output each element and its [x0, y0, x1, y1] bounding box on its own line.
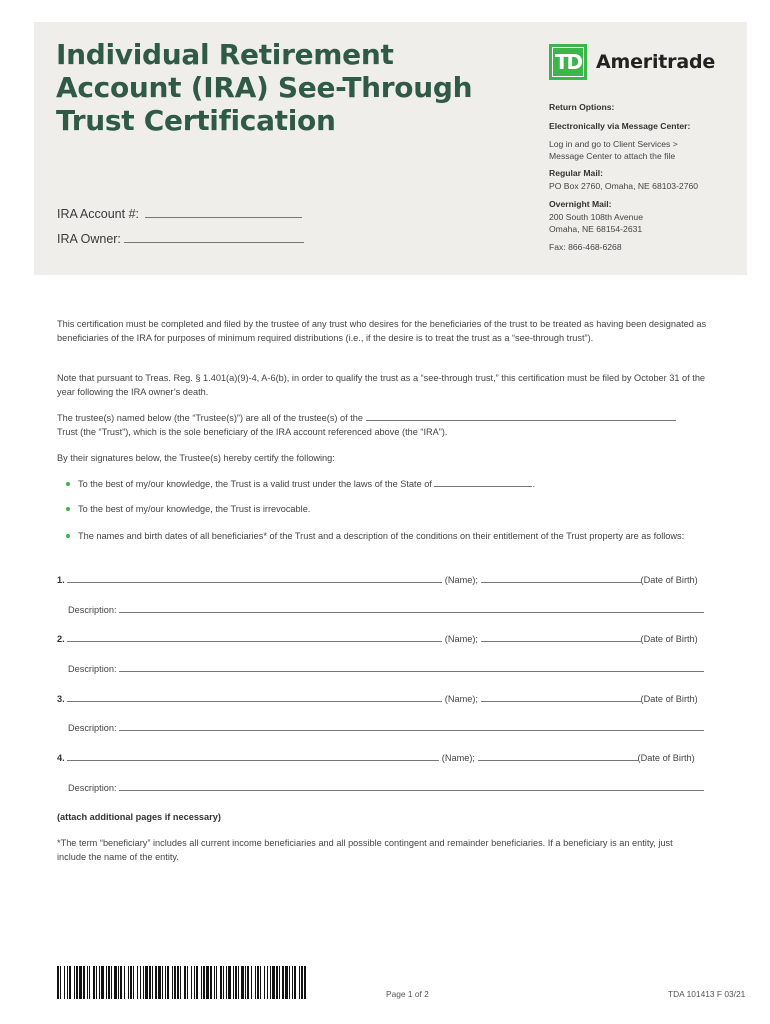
regular-mail-heading: Regular Mail:: [549, 168, 603, 178]
beneficiary-dob-input[interactable]: [478, 751, 638, 761]
bullet-dot: [66, 534, 70, 538]
beneficiary-dob-input[interactable]: [481, 573, 641, 583]
trust-name-input[interactable]: [366, 411, 676, 421]
name-label: (Name);: [444, 694, 478, 704]
description-label: Description:: [68, 605, 117, 615]
bullet-dot: [66, 482, 70, 486]
trustees-text: The trustee(s) named below (the “Trustee(s)”) are all of the trustee(s) of the: [57, 413, 364, 423]
page-title: [56, 38, 476, 137]
ira-account-field: [57, 206, 302, 221]
td-ameritrade-logo: [549, 44, 715, 80]
beneficiary-row-2: [57, 632, 717, 645]
note-paragraph: Note that pursuant to Treas. Reg. § 1.401(a)(9)-4, A-6(b), in order to qualify the trust as a “see-through trust,” this certification must be filed by October 31 of the year following the IRA owner’s death.: [57, 373, 706, 397]
bullet-valid-trust: To the best of my/our knowledge, the Trust is a valid trust under the laws of the State of .: [66, 477, 733, 491]
certify-intro: By their signatures below, the Trustee(s) hereby certify the following:: [57, 453, 335, 463]
row-number: 4.: [57, 753, 65, 763]
row-number: 3.: [57, 694, 65, 704]
description-input[interactable]: [119, 781, 704, 791]
electronic-line-1: Log in and go to Client Services >: [549, 139, 678, 149]
description-input[interactable]: [119, 662, 704, 672]
overnight-mail-heading: Overnight Mail:: [549, 199, 612, 209]
description-row-1: [68, 603, 713, 616]
regular-mail-address: PO Box 2760, Omaha, NE 68103-2760: [549, 181, 699, 191]
bullet-text: The names and birth dates of all beneficiaries* of the Trust and a description of the conditions on their entitlement of the Trust property are as follows:: [78, 531, 685, 541]
fax-number: Fax: 866-468-6268: [549, 242, 622, 252]
beneficiary-dob-input[interactable]: [481, 632, 641, 642]
beneficiary-name-input[interactable]: [67, 692, 442, 702]
title-line-3: Trust Certification: [56, 104, 336, 137]
ira-owner-input[interactable]: [124, 231, 304, 243]
dob-label: (Date of Birth): [640, 634, 698, 644]
name-label: (Name);: [444, 575, 478, 585]
bullet-text: To the best of my/our knowledge, the Trust is a valid trust under the laws of the State of: [78, 479, 432, 489]
dob-label: (Date of Birth): [637, 753, 695, 763]
state-input[interactable]: [434, 477, 532, 487]
ira-owner-label: IRA Owner:: [57, 232, 121, 246]
overnight-line-1: 200 South 108th Avenue: [549, 212, 643, 222]
form-id: TDA 101413 F 03/21: [668, 989, 746, 999]
row-number: 1.: [57, 575, 65, 585]
description-row-4: [68, 781, 713, 794]
beneficiary-name-input[interactable]: [67, 751, 439, 761]
bullet-beneficiaries: [66, 529, 733, 543]
beneficiary-row-3: [57, 692, 717, 705]
title-line-2: Account (IRA) See-Through: [56, 71, 473, 104]
attach-note: (attach additional pages if necessary): [57, 812, 221, 822]
description-row-3: [68, 721, 713, 734]
ira-owner-field: [57, 231, 304, 246]
return-options-heading: Return Options:: [549, 102, 615, 112]
ira-account-label: IRA Account #:: [57, 207, 139, 221]
trustees-line-1: [57, 411, 717, 425]
trustees-line-2: Trust (the “Trust”), which is the sole beneficiary of the IRA account referenced above (the “IRA”).: [57, 427, 448, 437]
beneficiary-name-input[interactable]: [67, 632, 442, 642]
description-label: Description:: [68, 783, 117, 793]
intro-paragraph: This certification must be completed and filed by the trustee of any trust who desires for the beneficiaries of the trust to be treated as having been designated as beneficiaries of the IRA for purposes of minimum required distributions (i.e., if the desire is to treat the trust as a “see-through trust”).: [57, 319, 707, 343]
name-label: (Name);: [441, 753, 475, 763]
bullet-dot: [66, 507, 70, 511]
bullet-irrevocable: [66, 502, 733, 516]
row-number: 2.: [57, 634, 65, 644]
description-input[interactable]: [119, 603, 704, 613]
beneficiary-name-input[interactable]: [67, 573, 442, 583]
name-label: (Name);: [444, 634, 478, 644]
description-input[interactable]: [119, 721, 704, 731]
bullet-text: To the best of my/our knowledge, the Trust is irrevocable.: [78, 504, 311, 514]
electronic-line-2: Message Center to attach the file: [549, 151, 676, 161]
dob-label: (Date of Birth): [640, 694, 698, 704]
logo-wordmark: Ameritrade: [596, 51, 716, 73]
beneficiary-dob-input[interactable]: [481, 692, 641, 702]
logo-mark-text: TD: [554, 50, 582, 74]
beneficiary-row-4: [57, 751, 717, 764]
description-label: Description:: [68, 723, 117, 733]
title-line-1: Individual Retirement: [56, 38, 394, 71]
footnote: *The term “beneficiary” includes all current income beneficiaries and all possible contingent and remainder beneficiaries. If a beneficiary is an entity, just include the name of the entity.: [57, 838, 673, 862]
description-label: Description:: [68, 664, 117, 674]
barcode: [57, 966, 307, 999]
description-row-2: [68, 662, 713, 675]
overnight-line-2: Omaha, NE 68154-2631: [549, 224, 643, 234]
ira-account-input[interactable]: [145, 206, 302, 218]
td-logo-icon: [549, 44, 587, 80]
page-number: Page 1 of 2: [386, 989, 429, 999]
electronic-heading: Electronically via Message Center:: [549, 121, 691, 131]
dob-label: (Date of Birth): [640, 575, 698, 585]
beneficiary-row-1: [57, 573, 717, 586]
